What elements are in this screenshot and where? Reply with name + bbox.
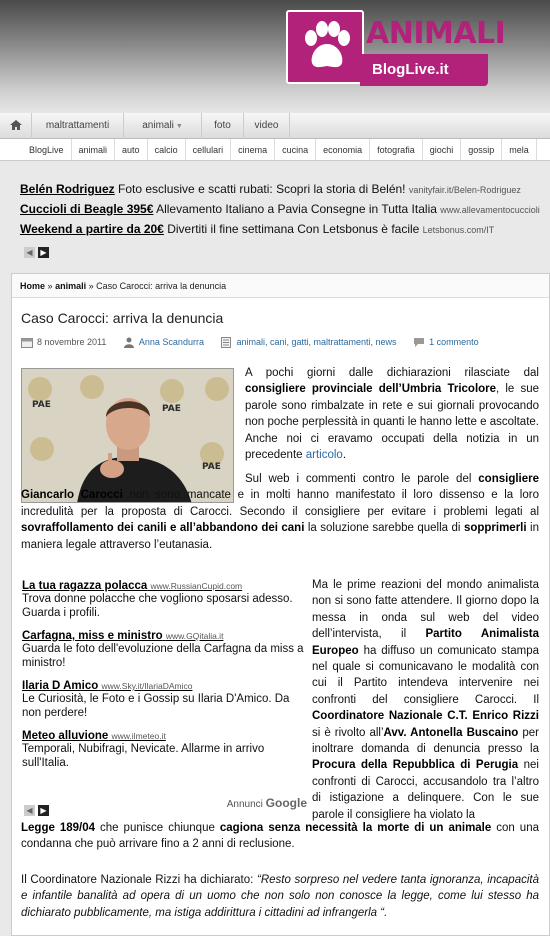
inline-ad-url[interactable]: www.Sky.it/IlariaDAmico (101, 681, 193, 691)
main-nav (0, 113, 550, 139)
site-header (0, 0, 550, 113)
text-bold: Partito Animalista Europeo (312, 628, 539, 657)
breadcrumb (12, 274, 549, 298)
ad-row[interactable] (20, 182, 550, 202)
text-bold: consigliere Giancarlo Carocci (21, 473, 539, 502)
comment-icon (413, 337, 425, 348)
logo-subtitle: BlogLive.it (372, 61, 449, 78)
breadcrumb-home[interactable]: Home (20, 281, 46, 291)
inline-ad-title-row[interactable] (22, 680, 307, 692)
subnav-item-gossip[interactable]: gossip (461, 139, 502, 161)
text: non sono mancate e in molti hanno manifestato il loro dissenso e la loro incredulità per la proposta di Carocci. Secondo il consigliere per evitare i problemi legati al (21, 489, 539, 518)
subnav-item-mela[interactable]: mela (502, 139, 537, 161)
breadcrumb-current: Caso Carocci: arriva la denuncia (96, 281, 227, 291)
next-arrow-icon[interactable]: ▶ (38, 247, 49, 258)
post-author[interactable]: Anna Scandurra (138, 337, 204, 347)
subnav-item-calcio[interactable]: calcio (148, 139, 186, 161)
inline-ads (22, 580, 307, 815)
ad-title[interactable]: Cuccioli di Beagle 395€ (20, 202, 154, 216)
subnav-item-bloglive[interactable]: BlogLive (22, 139, 72, 161)
inline-ad-title[interactable]: La tua ragazza polacca (22, 580, 148, 592)
subnav-item-giochi[interactable]: giochi (423, 139, 462, 161)
ad-url[interactable]: vanityfair.it/Belen-Rodriguez (408, 185, 521, 195)
breadcrumb-sep: » (47, 281, 53, 291)
content-box (11, 273, 550, 936)
inline-ad-pager (24, 800, 52, 815)
text-bold: sovraffollamento dei canili e all’abbandono dei cani (21, 522, 305, 535)
ads-by-label: Annunci (226, 799, 263, 810)
site-logo[interactable] (286, 10, 506, 94)
nav-item-foto[interactable]: foto (202, 113, 244, 139)
paw-icon (298, 18, 356, 76)
text: per inoltrare domanda di denuncia presso la (312, 726, 539, 756)
quote-text: “Resto sorpreso nel vedere tanta ignoranza, incapacità e infantile banalità ad opera di un uomo che non solo non conosce la legge, come lui stesso ha dichiarato pubblicamente, ma istiga addirittura i cittadini ad infrangerla “. (21, 874, 539, 919)
post-comments[interactable]: 1 commento (429, 337, 479, 347)
ad-pager (24, 242, 52, 257)
prev-arrow-icon[interactable]: ◀ (24, 805, 35, 816)
text: Sul web i commenti contro le parole del (245, 473, 472, 485)
inline-ad[interactable] (22, 680, 307, 720)
chevron-down-icon: ▼ (173, 123, 183, 130)
post-tags[interactable]: animali, cani, gatti, maltrattamenti, news (236, 337, 397, 347)
ad-title[interactable]: Belén Rodriguez (20, 182, 115, 196)
inline-ad-title[interactable]: Carfagna, miss e ministro (22, 630, 163, 642)
text: che punisce chiunque (100, 822, 215, 834)
photo-logo-text: PAE (32, 400, 51, 410)
text: si è rivolto all’ (312, 726, 384, 739)
inline-ad-title[interactable]: Meteo alluvione (22, 730, 109, 742)
nav-item-maltrattamenti[interactable]: maltrattamenti (32, 113, 124, 139)
inline-ad-title-row[interactable] (22, 630, 307, 642)
tag-icon (220, 337, 232, 348)
subnav-item-cucina[interactable]: cucina (275, 139, 316, 161)
nav-item-label: animali (142, 120, 174, 131)
home-icon (9, 119, 23, 131)
logo-badge (286, 10, 364, 84)
subnav-item-fotografia[interactable]: fotografia (370, 139, 423, 161)
inline-ad-url[interactable]: www.ilmeteo.it (111, 731, 166, 741)
subnav-item-economia[interactable]: economia (316, 139, 370, 161)
nav-item-animali[interactable] (124, 113, 202, 139)
inline-ad-url[interactable]: www.GQitalia.it (165, 631, 224, 641)
ad-row[interactable] (20, 202, 550, 222)
ad-text: Allevamento Italiano a Pavia Consegne in Tutta Italia (156, 202, 437, 216)
text-bold: consigliere provinciale dell’Umbria Tricolore (245, 383, 497, 396)
text-bold: Avv. Antonella Buscaino (383, 726, 519, 739)
inline-ad-text: Trova donne polacche che vogliono sposarsi adesso. Guarda i profili. (22, 593, 293, 619)
sub-nav (0, 139, 550, 161)
ad-title[interactable]: Weekend a partire da 20€ (20, 222, 164, 236)
ad-text: Foto esclusive e scatti rubati: Scopri la storia di Belén! (118, 182, 406, 196)
text-bold: Coordinatore Nazionale C.T. Enrico Rizzi (312, 710, 539, 723)
subnav-item-cellulari[interactable]: cellulari (186, 139, 232, 161)
top-ads (20, 182, 550, 257)
breadcrumb-sep: » (88, 281, 94, 291)
text-bold: Legge 189/04 (21, 822, 96, 834)
subnav-item-animali[interactable]: animali (72, 139, 116, 161)
ad-url[interactable]: www.allevamentocuccioli (440, 205, 540, 215)
photo-logo-text: PAE (202, 462, 221, 472)
text-bold: Procura della Repubblica di Perugia (312, 759, 519, 772)
post-meta (21, 337, 483, 348)
paragraph-3-side (312, 577, 539, 823)
prev-arrow-icon[interactable]: ◀ (24, 247, 35, 258)
text: A pochi giorni dalle dichiarazioni rilasciate dal (245, 367, 539, 379)
text: in maniera legale attraverso l’eutanasia. (21, 522, 539, 551)
inline-ad[interactable] (22, 730, 307, 770)
text: nei confronti di Carocci, accusandolo tra l’altro di istigazione a delinquere. Con le sue parole il consigliere ha violato la (312, 759, 539, 821)
text: ha diffuso un comunicato stampa nel quale si comunicavano le modalità con cui il Partito intendeva intervenire nei confronti del consigliere Carocci. Il (312, 644, 539, 706)
ads-by-google[interactable] (227, 796, 307, 810)
inline-ad-title[interactable]: Ilaria D Amico (22, 680, 99, 692)
post-title: Caso Carocci: arriva la denuncia (21, 310, 224, 326)
post-date: 8 novembre 2011 (37, 337, 107, 347)
inline-ad-title-row[interactable] (22, 580, 307, 592)
inline-ad[interactable] (22, 630, 307, 670)
article-link[interactable]: articolo (305, 449, 343, 462)
inline-ad-text: Temporali, Nubifragi, Nevicate. Allarme in arrivo sull'Italia. (22, 743, 265, 769)
logo-title: ANIMALI (366, 16, 506, 51)
text-bold: cagiona senza necessità la morte di un animale (219, 822, 492, 834)
text: Ma le prime reazioni del mondo animalista non si sono fatte attendere. Il giorno dopo la messa in onda sul web del video dell’intervista, il (312, 579, 539, 641)
paragraph-2 (21, 471, 539, 553)
paragraph-3-end (21, 820, 539, 853)
ad-url[interactable]: Letsbonus.com/IT (422, 225, 495, 235)
subnav-item-auto[interactable]: auto (115, 139, 148, 161)
inline-ad-text: Guarda le foto dell'evoluzione della Carfagna da miss a ministro! (22, 643, 304, 669)
text: la soluzione sarebbe quella di (307, 522, 461, 535)
nav-item-video[interactable]: video (244, 113, 290, 139)
next-arrow-icon[interactable]: ▶ (38, 805, 49, 816)
google-brand: Google (265, 796, 307, 810)
text: . (342, 449, 347, 462)
paragraph-4 (21, 872, 539, 921)
paragraph-1 (245, 365, 539, 463)
inline-ad-text: Le Curiosità, le Foto e i Gossip su Ilaria D'Amico. Da non perdere! (22, 693, 290, 719)
inline-ad[interactable] (22, 580, 307, 620)
ad-row[interactable] (20, 222, 550, 242)
photo-logo-text: PAE (162, 404, 181, 414)
inline-ad-title-row[interactable] (22, 730, 307, 742)
subnav-item-cinema[interactable]: cinema (231, 139, 275, 161)
text: Il Coordinatore Nazionale Rizzi ha dichiarato: (21, 874, 254, 886)
text-bold: sopprimerli (463, 522, 527, 535)
author-icon (123, 337, 135, 348)
ad-text: Divertiti il fine settimana Con Letsbonus è facile (167, 222, 420, 236)
calendar-icon (21, 337, 33, 348)
home-button[interactable] (0, 113, 32, 139)
text: , le sue parole sono rimbalzate in rete e sui giornali provocando non poche perplessità in quanti le hanno lette e ascoltate. Anche noi ci eravamo occupati della notizia in un precedente (245, 383, 540, 462)
breadcrumb-section[interactable]: animali (55, 281, 87, 291)
text: con una condanna che può arrivare fino a 2 anni di reclusione. (21, 822, 539, 851)
inline-ad-url[interactable]: www.RussianCupid.com (150, 581, 243, 591)
